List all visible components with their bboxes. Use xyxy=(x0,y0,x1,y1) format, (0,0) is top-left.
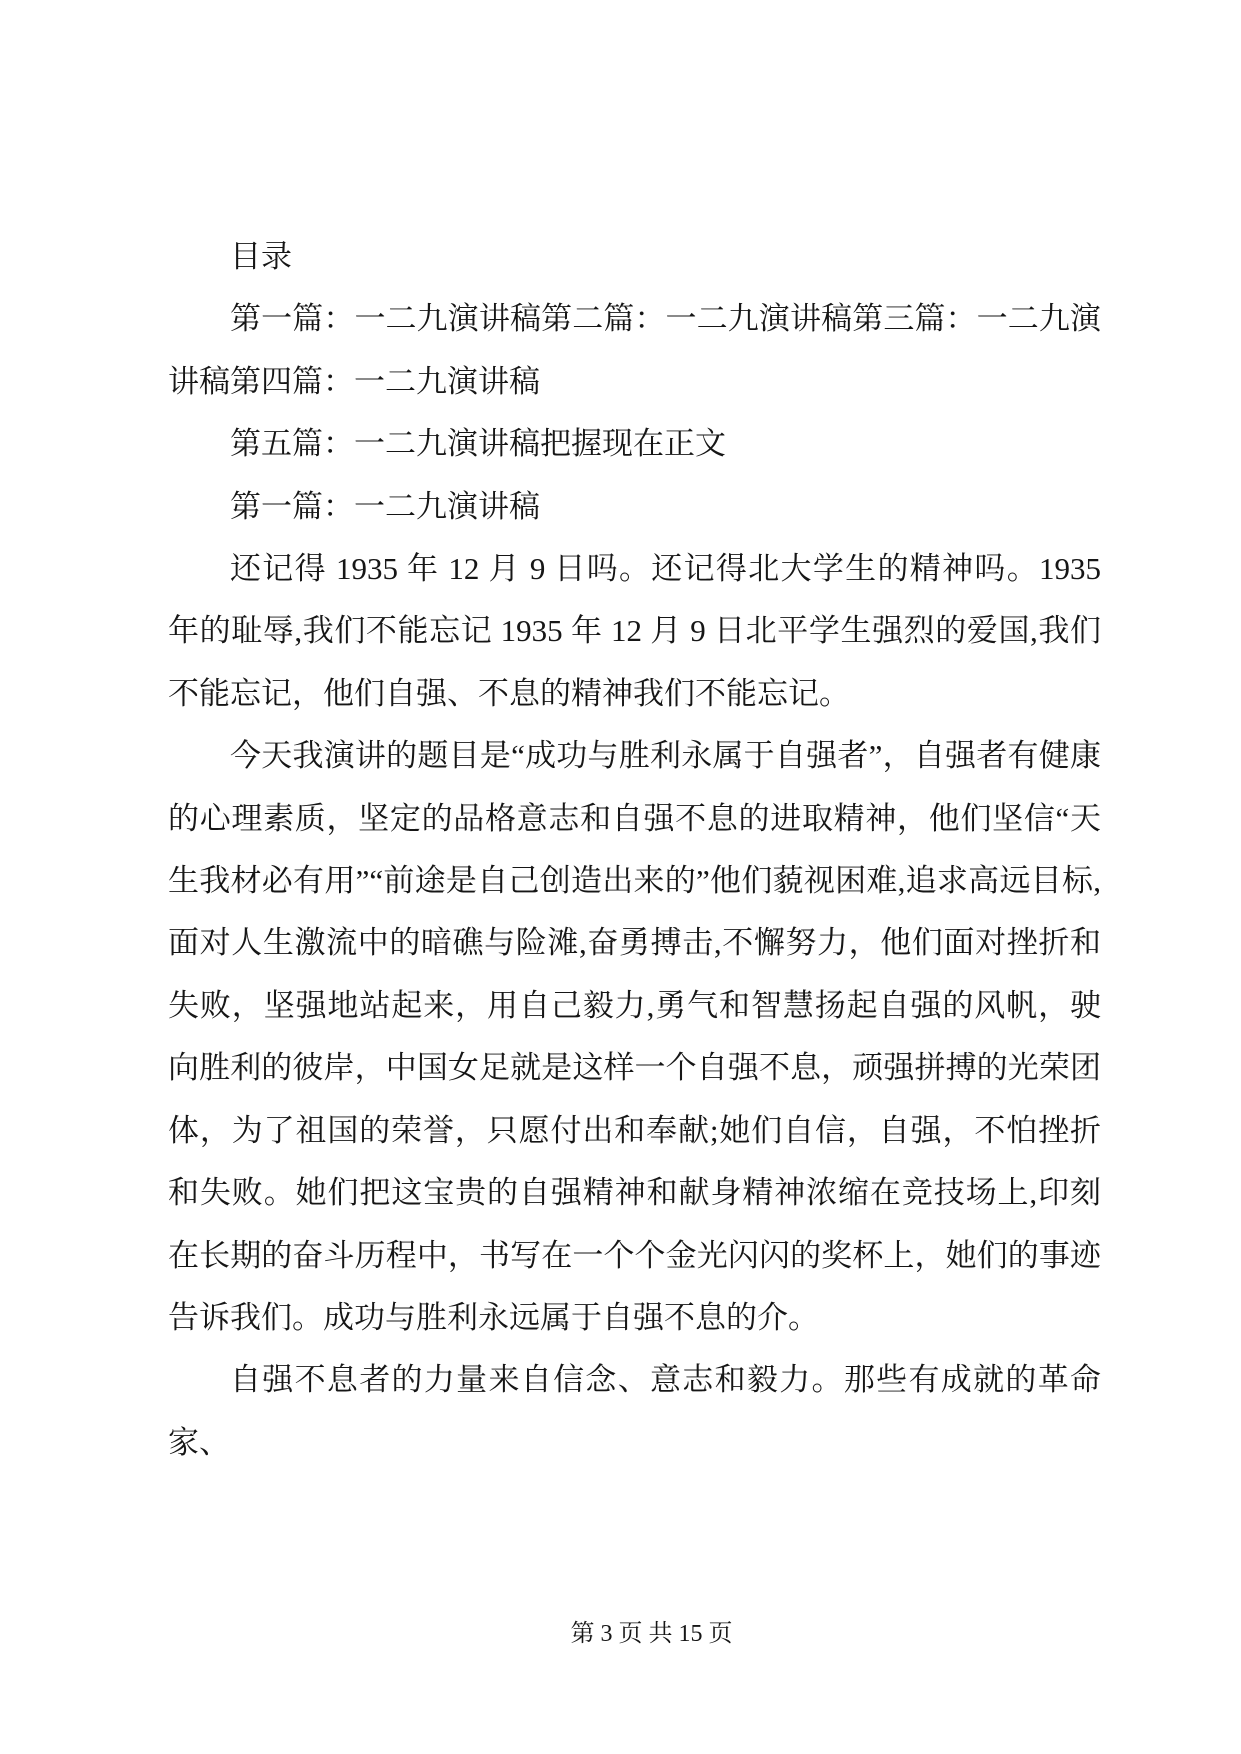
document-body xyxy=(168,226,1101,1474)
toc-entry-5: 第五篇：一二九演讲稿把握现在正文 xyxy=(230,426,726,462)
section-1-heading: 第一篇：一二九演讲稿 xyxy=(230,488,540,524)
body-paragraph-2: 今天我演讲的题目是“成功与胜利永属于自强者”，自强者有健康的心理素质，坚定的品格意志和自强不息的进取精神，他们坚信“天生我材必有用”“前途是自己创造出来的”他们藐视困难,追求高远目标,面对人生激流中的暗礁与险滩,奋勇搏击,不懈努力，他们面对挫折和失败，坚强地站起来，用自己毅力,勇气和智慧扬起自强的风帆，驶向胜利的彼岸，中国女足就是这样一个自强不息，顽强拼搏的光荣团体，为了祖国的荣誉，只愿付出和奉献;她们自信，自强，不怕挫折和失败。她们把这宝贵的自强精神和献身精神浓缩在竞技场上,印刻在长期的奋斗历程中，书写在一个个金光闪闪的奖杯上，她们的事迹告诉我们。成功与胜利永远属于自强不息的介。 xyxy=(168,738,1101,1335)
toc-entries-1-to-4: 第一篇：一二九演讲稿第二篇：一二九演讲稿第三篇：一二九演讲稿第四篇：一二九演讲稿 xyxy=(168,301,1101,399)
page-footer: 第 3 页 共 15 页 xyxy=(570,1621,733,1647)
body-paragraph-3: 自强不息者的力量来自信念、意志和毅力。那些有成就的革命家、 xyxy=(168,1362,1101,1460)
body-paragraph-1: 还记得 1935 年 12 月 9 日吗。还记得北大学生的精神吗。1935 年的耻辱,我们不能忘记 1935 年 12 月 9 日北平学生强烈的爱国,我们不能忘记，他们自强、不息的精神我们不能忘记。 xyxy=(168,551,1101,711)
toc-heading: 目录 xyxy=(230,239,292,274)
